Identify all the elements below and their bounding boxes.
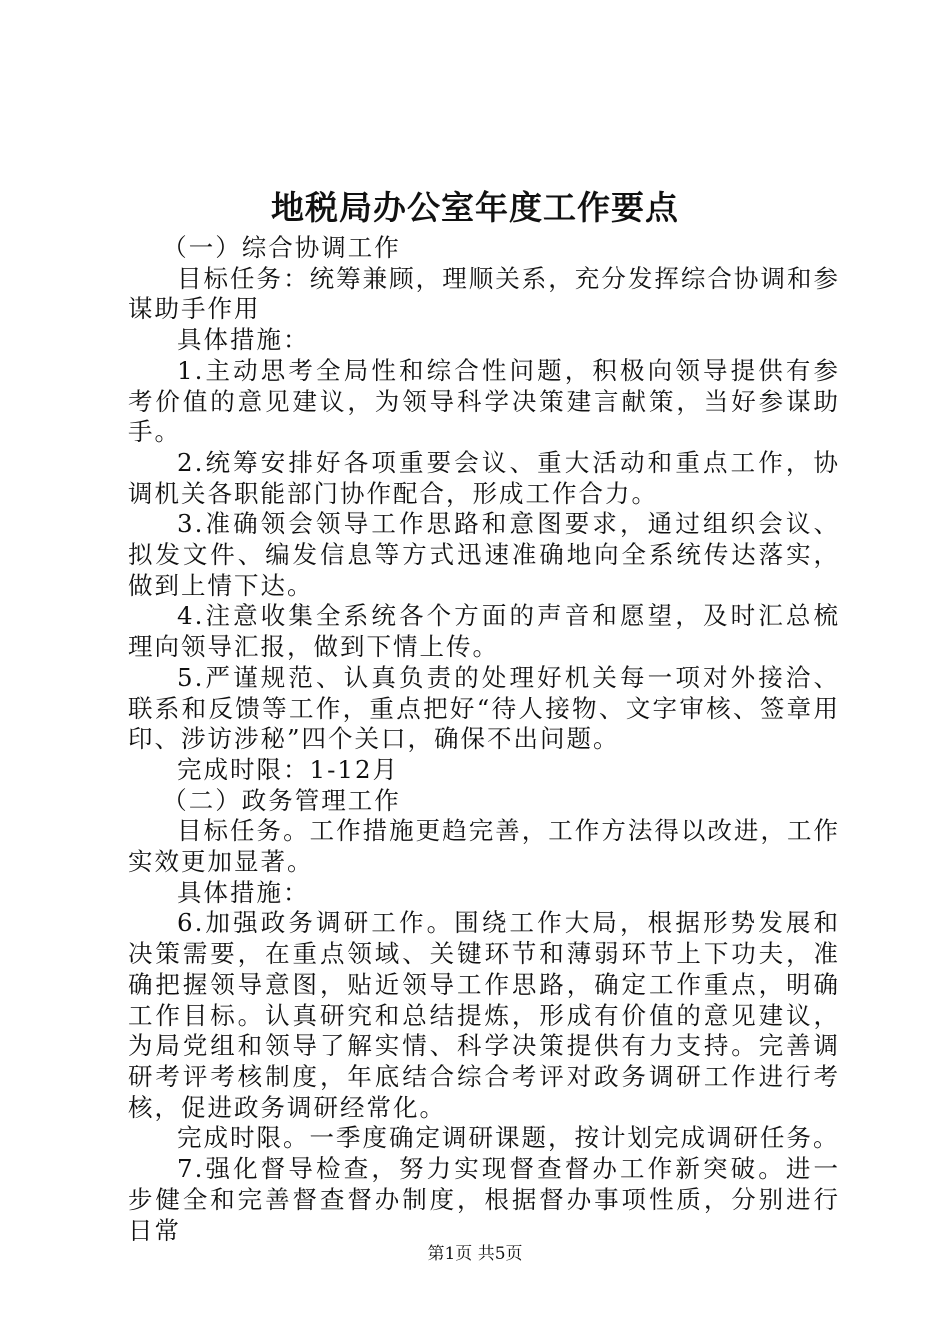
- page-footer: 第1页 共5页: [427, 1244, 523, 1264]
- paragraph: 1.主动思考全局性和综合性问题，积极向领导提供有参考价值的意见建议，为领导科学决策建言献策，当好参谋助手。: [128, 355, 840, 447]
- paragraph: 目标任务：统筹兼顾，理顺关系，充分发挥综合协调和参谋助手作用: [128, 263, 840, 324]
- paragraph: 6.加强政务调研工作。围绕工作大局，根据形势发展和决策需要，在重点领域、关键环节和薄弱环节上下功夫，准确把握领导意图，贴近领导工作思路，确定工作重点，明确工作目标。认真研究和总结提炼，形成有价值的意见建议，为局党组和领导了解实情、科学决策提供有力支持。完善调研考评考核制度，年底结合综合考评对政务调研工作进行考核，促进政务调研经常化。: [128, 908, 840, 1122]
- section-heading: （一）综合协调工作: [162, 233, 401, 262]
- section-heading: （二）政务管理工作: [162, 785, 401, 815]
- document-title: 地税局办公室年度工作要点: [271, 188, 679, 227]
- paragraph: 具体措施：: [177, 877, 310, 907]
- document-body: [128, 233, 840, 1246]
- paragraph: 7.强化督导检查，努力实现督查督办工作新突破。进一步健全和完善督查督办制度，根据督办事项性质，分别进行日常: [128, 1154, 840, 1245]
- paragraph: 3.准确领会领导工作思路和意图要求，通过组织会议、拟发文件、编发信息等方式迅速准确地向全系统传达落实，做到上情下达。: [128, 509, 840, 600]
- paragraph: 4.注意收集全系统各个方面的声音和愿望，及时汇总梳理向领导汇报，做到下情上传。: [128, 601, 840, 662]
- paragraph: 具体措施：: [177, 325, 310, 355]
- paragraph: 目标任务。工作措施更趋完善，工作方法得以改进，工作实效更加显著。: [128, 816, 840, 877]
- paragraph: 完成时限：1-12月: [177, 754, 400, 784]
- paragraph: 5.严谨规范、认真负责的处理好机关每一项对外接洽、联系和反馈等工作，重点把好“待人接物、文字审核、签章用印、涉访涉秘”四个关口，确保不出问题。: [128, 662, 840, 754]
- paragraph: 完成时限。一季度确定调研课题，按计划完成调研任务。: [177, 1123, 840, 1153]
- paragraph: 2.统筹安排好各项重要会议、重大活动和重点工作，协调机关各职能部门协作配合，形成工作合力。: [128, 447, 840, 508]
